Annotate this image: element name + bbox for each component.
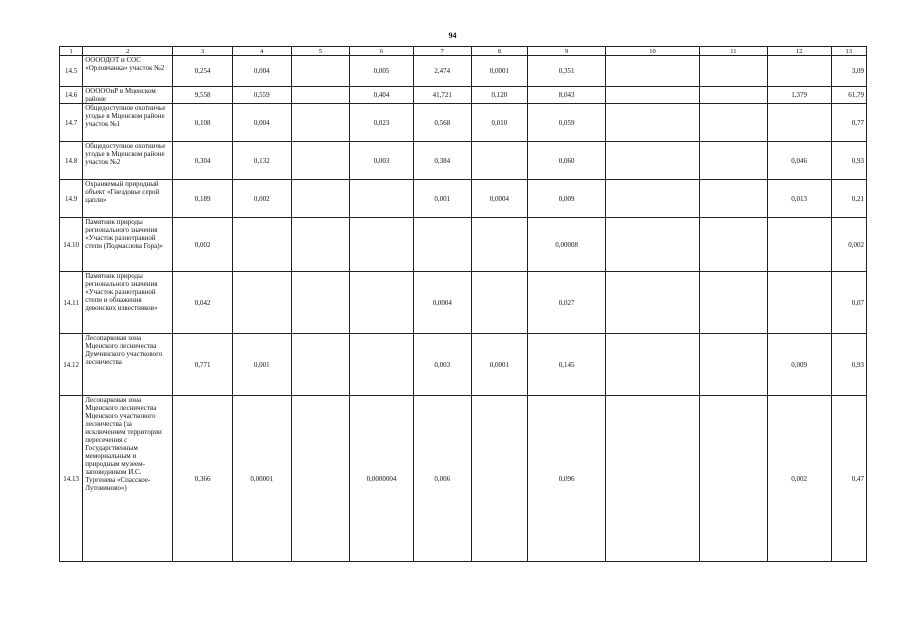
value-col-8: 0,0001	[471, 334, 528, 396]
value-col-3: 0,366	[173, 396, 233, 562]
value-col-12: 1,379	[767, 87, 831, 104]
column-header: 11	[700, 47, 768, 56]
value-col-11	[700, 334, 768, 396]
header-row	[60, 47, 867, 56]
value-col-5	[291, 396, 350, 562]
value-col-3: 0,002	[173, 218, 233, 272]
table-row	[60, 87, 867, 104]
value-col-9: 0,027	[528, 272, 606, 334]
value-col-8	[471, 218, 528, 272]
value-col-3: 0,771	[173, 334, 233, 396]
value-col-7: 0,0004	[413, 272, 471, 334]
value-col-6: 0,005	[350, 56, 414, 87]
value-col-9: 0,060	[528, 142, 606, 180]
value-col-3: 9,558	[173, 87, 233, 104]
table-row	[60, 218, 867, 272]
value-col-12	[767, 218, 831, 272]
column-header: 5	[291, 47, 350, 56]
value-col-3: 0,108	[173, 104, 233, 142]
value-col-4	[232, 272, 291, 334]
value-col-8	[471, 142, 528, 180]
page-number: 94	[448, 31, 457, 40]
value-col-10	[606, 87, 700, 104]
value-col-12: 0,046	[767, 142, 831, 180]
value-col-13: 61,79	[831, 87, 866, 104]
value-col-9: 0,059	[528, 104, 606, 142]
value-col-13: 0,47	[831, 396, 866, 562]
value-col-10	[606, 180, 700, 218]
value-col-5	[291, 104, 350, 142]
column-header: 13	[831, 47, 866, 56]
value-col-3: 0,254	[173, 56, 233, 87]
object-name: ОООООиР в Мценском районе	[83, 87, 173, 104]
column-header: 6	[350, 47, 414, 56]
value-col-11	[700, 56, 768, 87]
value-col-12	[767, 104, 831, 142]
value-col-12: 0,009	[767, 334, 831, 396]
row-number: 14.5	[60, 56, 83, 87]
value-col-11	[700, 142, 768, 180]
value-col-11	[700, 104, 768, 142]
value-col-11	[700, 87, 768, 104]
row-number: 14.12	[60, 334, 83, 396]
value-col-4: 0,559	[232, 87, 291, 104]
column-header: 4	[232, 47, 291, 56]
value-col-7: 0,001	[413, 180, 471, 218]
value-col-5	[291, 180, 350, 218]
value-col-12	[767, 56, 831, 87]
value-col-12: 0,013	[767, 180, 831, 218]
value-col-7: 0,568	[413, 104, 471, 142]
value-col-12: 0,002	[767, 396, 831, 562]
column-header: 1	[60, 47, 83, 56]
value-col-6: 0,0000004	[350, 396, 414, 562]
row-number: 14.7	[60, 104, 83, 142]
table-row	[60, 56, 867, 87]
value-col-9: 0,096	[528, 396, 606, 562]
value-col-4: 0,004	[232, 104, 291, 142]
value-col-8	[471, 396, 528, 562]
object-name: Памятник природы регионального значения «Участок разнотравной степи (Подмаслова Гора)»	[83, 218, 173, 272]
value-col-7: 0,003	[413, 334, 471, 396]
value-col-6	[350, 218, 414, 272]
column-header: 10	[606, 47, 700, 56]
value-col-13: 0,93	[831, 142, 866, 180]
value-col-5	[291, 87, 350, 104]
column-header: 9	[528, 47, 606, 56]
value-col-7: 41,721	[413, 87, 471, 104]
row-number: 14.6	[60, 87, 83, 104]
table-row	[60, 104, 867, 142]
value-col-10	[606, 396, 700, 562]
value-col-3: 0,189	[173, 180, 233, 218]
value-col-8: 0,010	[471, 104, 528, 142]
value-col-13: 3,09	[831, 56, 866, 87]
value-col-8	[471, 272, 528, 334]
value-col-3: 0,042	[173, 272, 233, 334]
value-col-11	[700, 272, 768, 334]
value-col-6: 0,404	[350, 87, 414, 104]
row-number: 14.13	[60, 396, 83, 562]
value-col-5	[291, 334, 350, 396]
value-col-10	[606, 104, 700, 142]
row-number: 14.10	[60, 218, 83, 272]
value-col-10	[606, 142, 700, 180]
table-row	[60, 180, 867, 218]
object-name: Лесопарковая зона Мценского лесничества Мценского участкового лесничества (за исключением территории пересечения с Государственным мемориальным и природным музеем-заповедником И.С. Тургенева «Спасское-Лутовиново»)	[83, 396, 173, 562]
value-col-11	[700, 218, 768, 272]
object-name: Общедоступное охотничье угодье в Мценском районе участок №1	[83, 104, 173, 142]
row-number: 14.8	[60, 142, 83, 180]
table-row	[60, 334, 867, 396]
value-col-6: 0,003	[350, 142, 414, 180]
value-col-13: 0,21	[831, 180, 866, 218]
column-header: 2	[83, 47, 173, 56]
object-name: Лесопарковая зона Мценского лесничества Думчинского участкового лесничества	[83, 334, 173, 396]
object-name: Охраняемый природный объект «Гнездовье серой цапли»	[83, 180, 173, 218]
value-col-9: 0,009	[528, 180, 606, 218]
value-col-9: 8,043	[528, 87, 606, 104]
column-header: 3	[173, 47, 233, 56]
value-col-7: 2,474	[413, 56, 471, 87]
value-col-10	[606, 218, 700, 272]
value-col-4: 0,004	[232, 56, 291, 87]
value-col-9: 0,351	[528, 56, 606, 87]
table-row	[60, 272, 867, 334]
value-col-6	[350, 272, 414, 334]
value-col-10	[606, 272, 700, 334]
value-col-7: 0,006	[413, 396, 471, 562]
value-col-10	[606, 334, 700, 396]
value-col-5	[291, 142, 350, 180]
object-name: Общедоступное охотничье угодье в Мценском районе участок №2	[83, 142, 173, 180]
value-col-11	[700, 396, 768, 562]
value-col-4: 0,132	[232, 142, 291, 180]
value-col-9: 0,145	[528, 334, 606, 396]
value-col-8: 0,0004	[471, 180, 528, 218]
row-number: 14.11	[60, 272, 83, 334]
value-col-13: 0,93	[831, 334, 866, 396]
table-row	[60, 396, 867, 562]
value-col-7: 0,384	[413, 142, 471, 180]
value-col-4: 0,001	[232, 334, 291, 396]
column-header: 8	[471, 47, 528, 56]
value-col-6	[350, 334, 414, 396]
value-col-4	[232, 218, 291, 272]
value-col-10	[606, 56, 700, 87]
value-col-3: 0,304	[173, 142, 233, 180]
value-col-5	[291, 56, 350, 87]
column-header: 7	[413, 47, 471, 56]
value-col-12	[767, 272, 831, 334]
value-col-6	[350, 180, 414, 218]
value-col-13: 0,07	[831, 272, 866, 334]
value-col-4: 0,00001	[232, 396, 291, 562]
value-col-6: 0,023	[350, 104, 414, 142]
table-row	[60, 142, 867, 180]
value-col-11	[700, 180, 768, 218]
value-col-5	[291, 218, 350, 272]
value-col-8: 0,120	[471, 87, 528, 104]
value-col-4: 0,002	[232, 180, 291, 218]
object-name: Памятник природы регионального значения «Участок разнотравной степи и обнажения девонских известняков»	[83, 272, 173, 334]
data-table	[59, 46, 867, 562]
value-col-9: 0,00008	[528, 218, 606, 272]
row-number: 14.9	[60, 180, 83, 218]
column-header: 12	[767, 47, 831, 56]
value-col-5	[291, 272, 350, 334]
value-col-13: 0,002	[831, 218, 866, 272]
value-col-8: 0,0001	[471, 56, 528, 87]
object-name: ООООДОТ и СОС «Орловчанка» участок №2	[83, 56, 173, 87]
value-col-13: 0,77	[831, 104, 866, 142]
value-col-7	[413, 218, 471, 272]
